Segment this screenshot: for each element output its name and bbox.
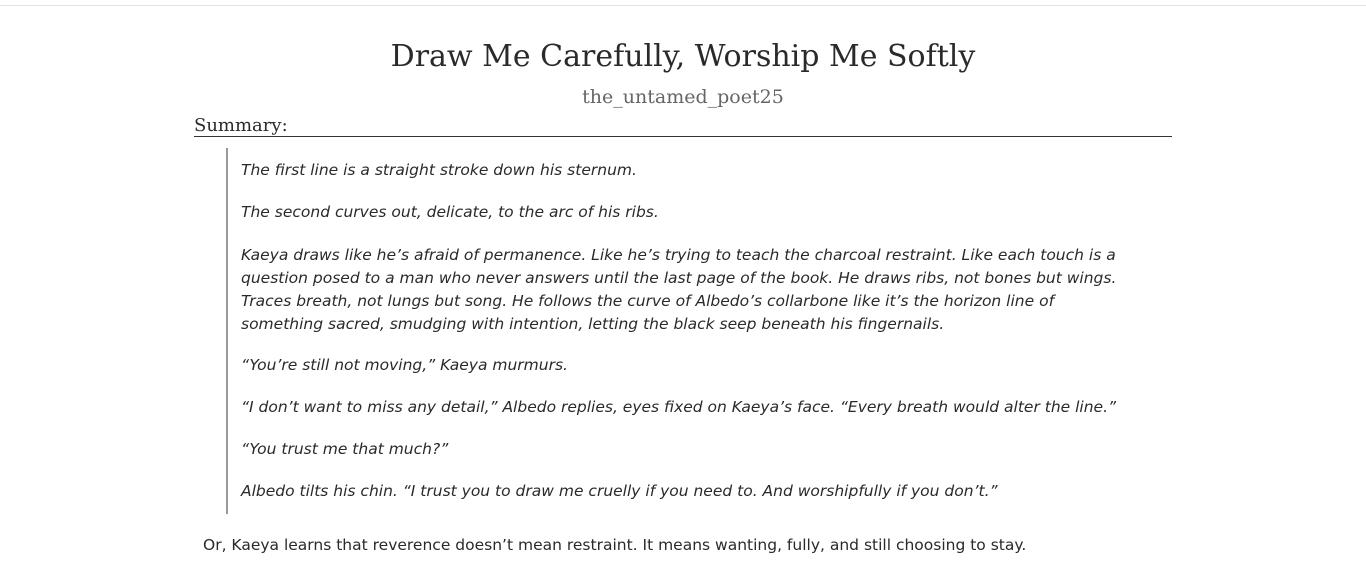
summary-paragraph-7: Albedo tilts his chin. “I trust you to draw me cruelly if you need to. And worshipfully if you don’t.” [241,482,998,500]
summary-heading: Summary: [194,115,1172,137]
summary-tagline: Or, Kaeya learns that reverence doesn’t mean restraint. It means wanting, fully, and still choosing to stay. [203,536,1027,554]
work-title: Draw Me Carefully, Worship Me Softly [390,39,976,74]
author-link[interactable]: the_untamed_poet25 [582,86,784,108]
header-divider [0,5,1366,6]
summary-paragraph-4: “You’re still not moving,” Kaeya murmurs. [241,356,568,374]
summary-paragraph-6: “You trust me that much?” [241,440,449,458]
summary-paragraph-3: Kaeya draws like he’s afraid of permanence. Like he’s trying to teach the charcoal restraint. Like each touch is a question posed to a man who never answers until the last page of the book. He draws ribs, not bones but wings. Traces breath, not lungs but song. He follows the curve of Albedo’s collarbone like it’s the horizon line of something sacred, smudging with intention, letting the black seep beneath his fingernails. [241,246,1117,333]
summary-paragraph-2: The second curves out, delicate, to the arc of his ribs. [241,203,659,221]
summary-paragraph-1: The first line is a straight stroke down his sternum. [241,161,637,179]
summary-paragraph-5: “I don’t want to miss any detail,” Albedo replies, eyes fixed on Kaeya’s face. “Every breath would alter the line.” [241,398,1117,416]
summary-blockquote [226,148,1128,514]
